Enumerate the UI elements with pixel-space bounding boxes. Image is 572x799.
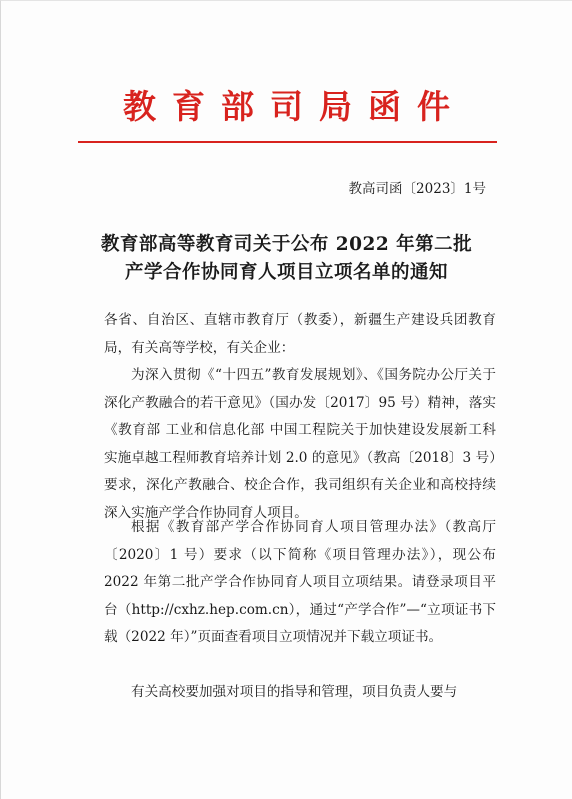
- body-paragraph-1: 为深入贯彻《“十四五”教育发展规划》、《国务院办公厅关于深化产教融合的若干意见》（国办发〔2017〕95 号）精神，落实《教育部 工业和信息化部 中国工程院关于加快建设发展新工科 实施卓越工程师教育培养计划 2.0 的意见》（教高〔2018〕3 号）要求，深化产教融合、校企合作，我司组织有关企业和高校持续深入实施产学合作协同育人项目。: [104, 367, 496, 521]
- body-paragraph-2: 根据《教育部产学合作协同育人项目管理办法》（教高厅〔2020〕1 号）要求（以下简称《项目管理办法》），现公布 2022 年第二批产学合作协同育人项目立项结果。请登录项目平台（http://cxhz.hep.com.cn），通过“产学合作”—“立项证书下载（2022 年）”页面查看项目立项情况并下载立项证书。: [104, 519, 496, 646]
- notice-title-line-2: 产学合作协同育人项目立项名单的通知: [124, 262, 448, 283]
- masthead-title: 教育部司局函件: [123, 87, 466, 126]
- masthead-red-rule: [78, 141, 497, 143]
- addressee-paragraph: 各省、自治区、直辖市教育厅（教委），新疆生产建设兵团教育局，有关高等学校，有关企业：: [104, 312, 496, 356]
- document-number: 教高司函〔2023〕1号: [348, 181, 486, 197]
- notice-title-line-1: 教育部高等教育司关于公布 2022 年第二批: [100, 234, 473, 255]
- body-paragraph-3: 有关高校要加强对项目的指导和管理，项目负责人要与: [131, 684, 458, 700]
